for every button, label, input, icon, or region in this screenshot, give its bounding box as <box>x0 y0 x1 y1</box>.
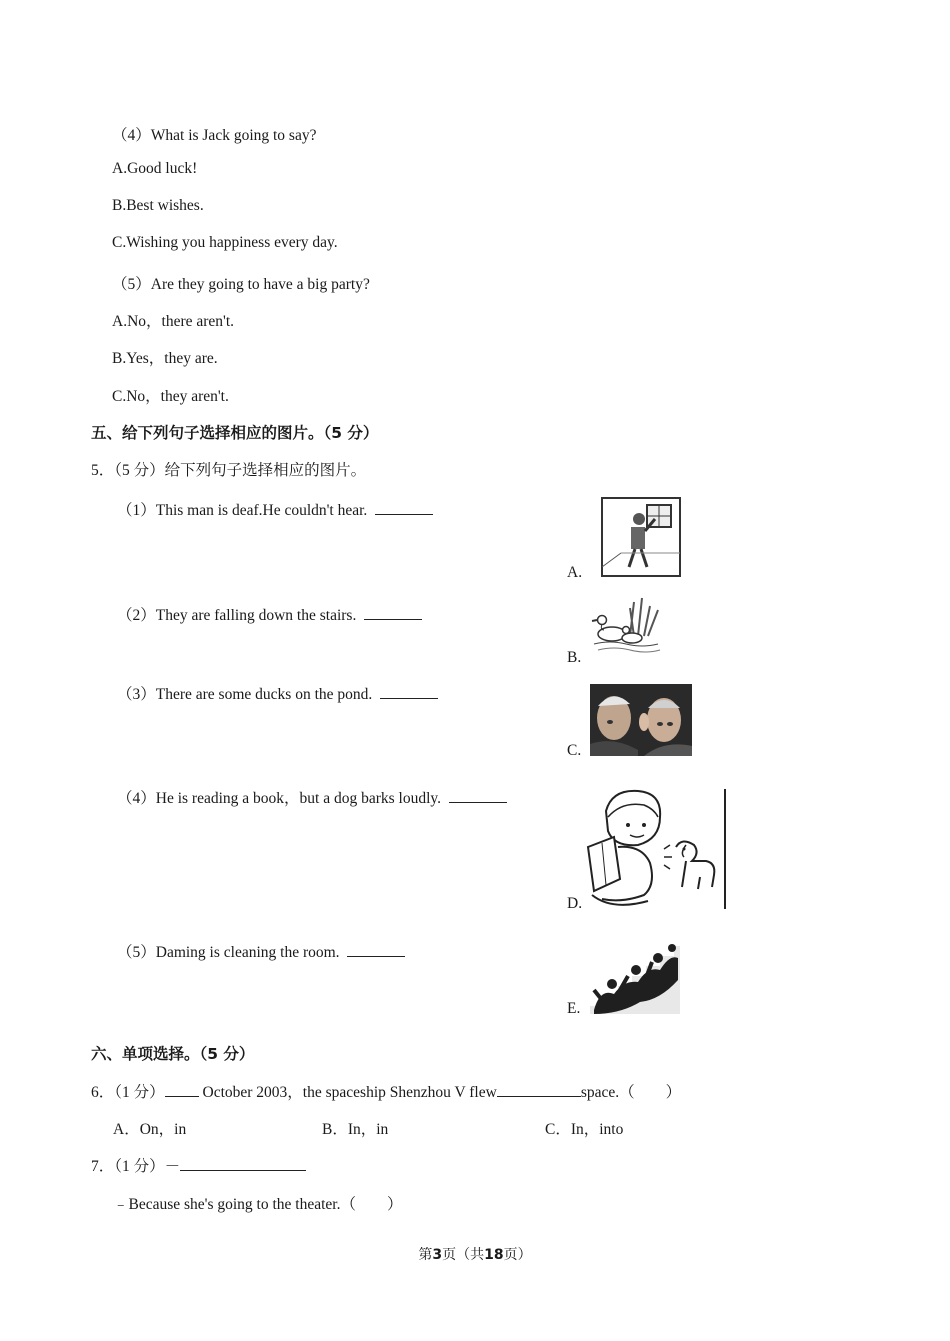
q7-answer-line: ﹣Because she's going to the theater.（ ） <box>113 1196 403 1213</box>
page-footer: 第3页（共18页） <box>418 1247 532 1263</box>
man-whispering-to-deaf-man-icon <box>590 684 692 756</box>
q6-question: 6．（1 分） October 2003，the spaceship Shenzhou V flew space.（ ） <box>91 1084 682 1101</box>
man-cleaning-window-icon <box>601 497 681 577</box>
picture-label-e: E. <box>567 1000 581 1017</box>
answer-blank[interactable] <box>364 605 422 620</box>
q5-item-4: （4）He is reading a book，but a dog barks loudly. <box>117 786 507 808</box>
q5-item-5: （5）Daming is cleaning the room. <box>117 940 405 962</box>
answer-blank[interactable] <box>497 1082 581 1097</box>
answer-blank[interactable] <box>380 684 438 699</box>
q6-option-a[interactable]: A．On，in <box>113 1121 187 1138</box>
q4-sub5-option-c: C.No，they aren't. <box>112 388 229 405</box>
answer-blank[interactable] <box>165 1082 199 1097</box>
q6-option-b[interactable]: B．In，in <box>322 1121 389 1138</box>
q5-item-3: （3）There are some ducks on the pond. <box>117 682 438 704</box>
people-falling-down-stairs-icon <box>590 940 680 1014</box>
picture-label-c: C. <box>567 742 582 759</box>
q5-item-2: （2）They are falling down the stairs. <box>117 603 422 625</box>
q4-sub4-text: （4）What is Jack going to say? <box>112 127 317 144</box>
answer-blank[interactable] <box>347 942 405 957</box>
answer-blank[interactable] <box>449 788 507 803</box>
q4-sub5-option-a: A.No，there aren't. <box>112 313 235 330</box>
ducks-on-pond-icon <box>590 596 662 658</box>
section6-heading: 六、单项选择。（5 分） <box>91 1045 255 1063</box>
q4-sub4-option-a: A.Good luck! <box>112 160 198 177</box>
q7-question: 7．（1 分）－ <box>91 1154 306 1176</box>
q5-item-1: （1）This man is deaf.He couldn't hear. <box>117 498 433 520</box>
answer-blank[interactable] <box>375 500 433 515</box>
q4-sub4-option-b: B.Best wishes. <box>112 197 204 214</box>
picture-label-d: D. <box>567 895 583 912</box>
q4-sub4-option-c: C.Wishing you happiness every day. <box>112 234 338 251</box>
q6-option-c[interactable]: C．In，into <box>545 1121 624 1138</box>
boy-reading-dog-barking-icon <box>582 787 728 911</box>
section5-heading: 五、给下列句子选择相应的图片。（5 分） <box>91 424 379 442</box>
q4-sub5-option-b: B.Yes，they are. <box>112 350 218 367</box>
q5-title: 5．（5 分）给下列句子选择相应的图片。 <box>91 462 367 479</box>
picture-label-a: A. <box>567 564 583 581</box>
q4-sub5-text: （5）Are they going to have a big party? <box>112 276 370 293</box>
picture-label-b: B. <box>567 649 582 666</box>
answer-blank[interactable] <box>180 1156 306 1171</box>
